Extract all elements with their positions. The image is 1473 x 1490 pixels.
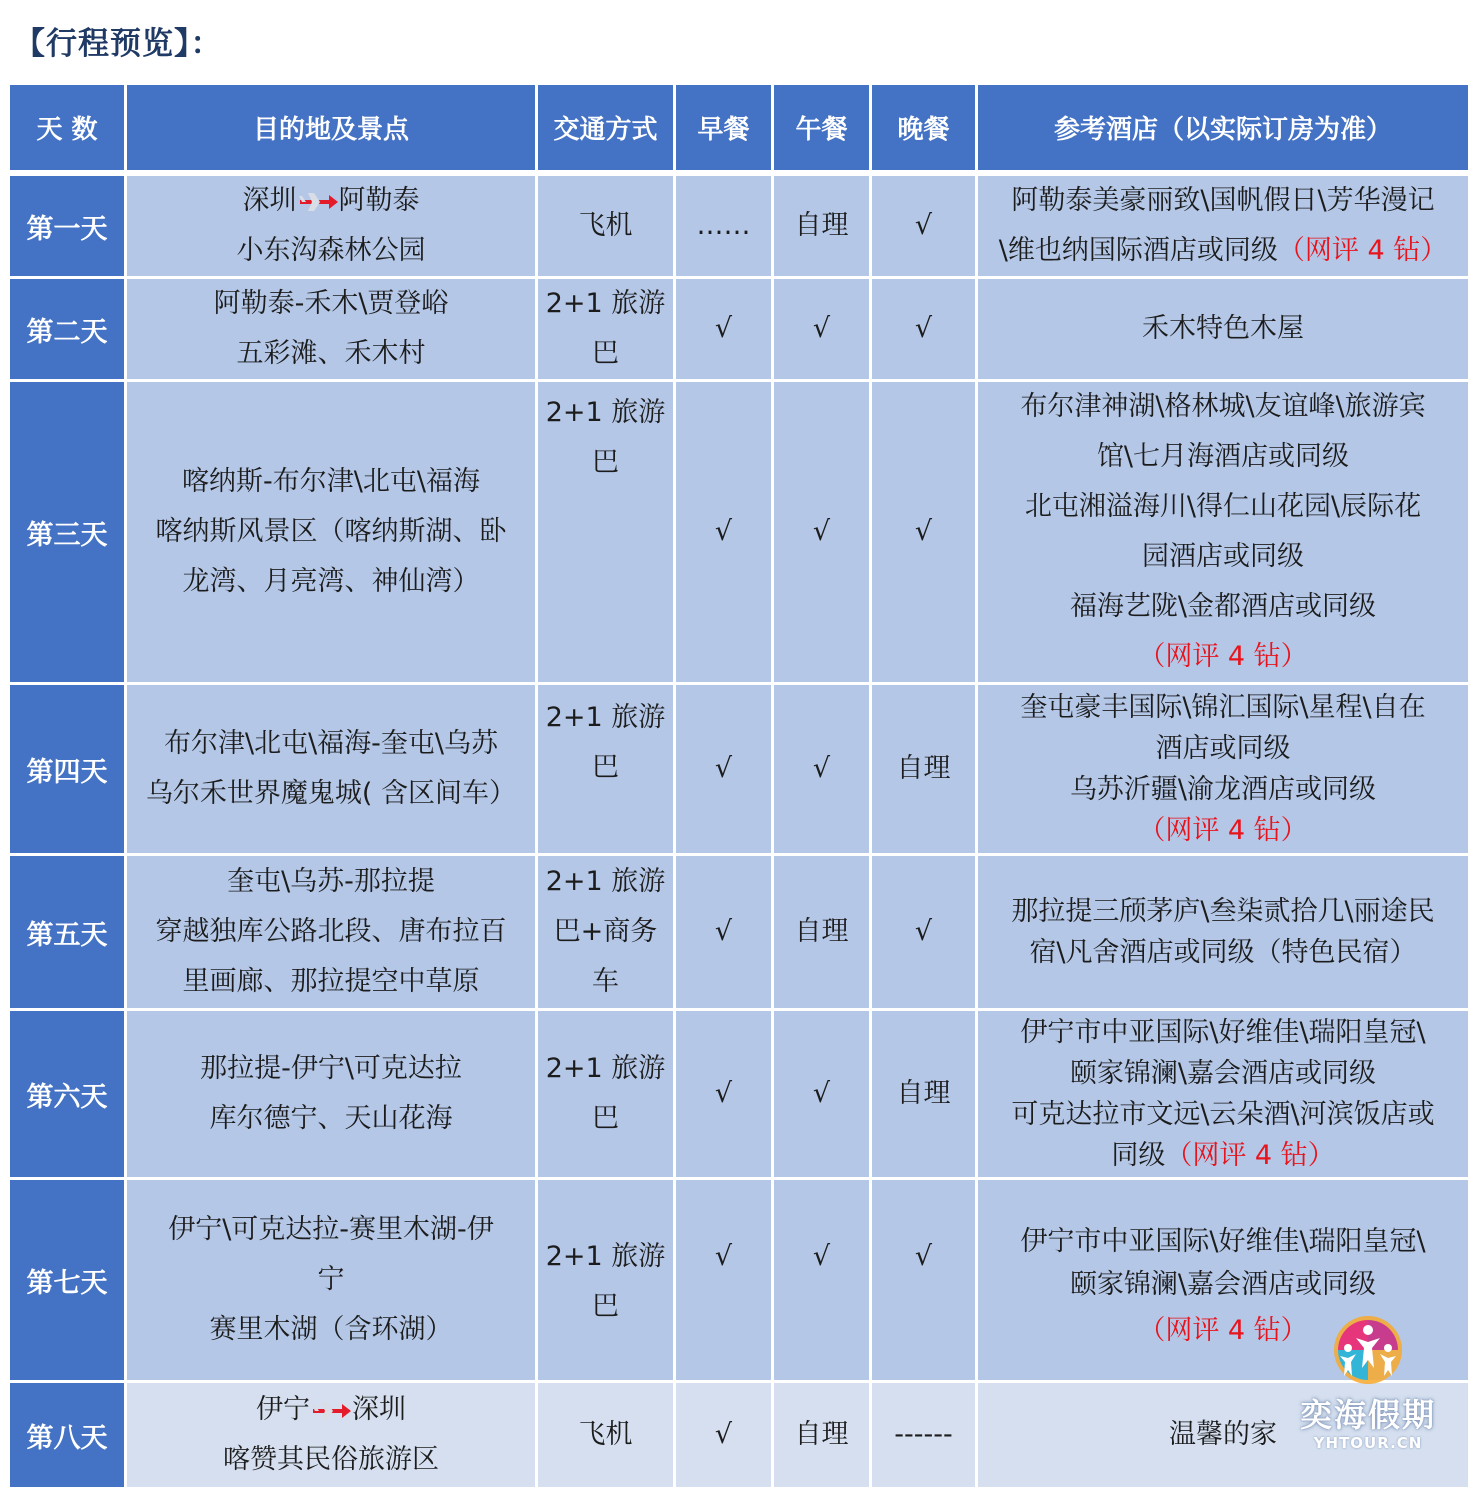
hotel-line: 那拉提三颀茅庐\叁柒贰拾几\丽途民 (1011, 896, 1435, 927)
breakfast-cell: √ (676, 279, 774, 382)
dinner-cell: ------ (872, 1383, 978, 1487)
hotel-line: 馆\七月海酒店或同级 (1096, 441, 1350, 472)
hotel-line: 可克达拉市文远\云朵酒\河滨饭店或 (1011, 1099, 1435, 1130)
rating-note: （网评 4 钻） (1165, 1140, 1335, 1171)
transport-cell: 2+1 旅游巴 (538, 279, 676, 382)
logo-figures-icon (1328, 1312, 1408, 1387)
table-row (10, 279, 1468, 382)
destination-line: 库尔德宁、天山花海 (209, 1103, 453, 1134)
destination-line: 布尔津\北屯\福海-奎屯\乌苏 (163, 728, 499, 759)
transport-cell: 2+1 旅游巴+商务车 (538, 856, 676, 1011)
breakfast-cell: √ (676, 382, 774, 685)
header-dinner: 晚餐 (872, 85, 978, 176)
day-label: 第八天 (10, 1383, 127, 1487)
hotel-line: 乌苏沂疆\渝龙酒店或同级 (1069, 774, 1377, 805)
day-label: 第一天 (10, 176, 127, 279)
destination-line: 喀纳斯风景区（喀纳斯湖、卧 (155, 516, 507, 547)
table-row (10, 1383, 1468, 1487)
hotel-line: 福海艺陇\金都酒店或同级 (1069, 591, 1377, 622)
lunch-cell: 自理 (774, 856, 872, 1011)
destination-line: 宁 (317, 1264, 345, 1295)
header-breakfast: 早餐 (676, 85, 774, 176)
destination-line: 奎屯\乌苏-那拉提 (227, 866, 435, 897)
rating-note: （网评 4 钻） (1138, 815, 1308, 846)
rating-note: （网评 4 钻） (1138, 1315, 1308, 1346)
lunch-cell: √ (774, 279, 872, 382)
lunch-cell: √ (774, 1011, 872, 1180)
origin-city: 伊宁 (256, 1394, 310, 1425)
transport-cell: 飞机 (538, 176, 676, 279)
dinner-cell: 自理 (872, 1011, 978, 1180)
hotel-line: 阿勒泰美豪丽致\国帆假日\芳华漫记 (1011, 185, 1435, 216)
dinner-cell: √ (872, 279, 978, 382)
transport-cell: 2+1 旅游巴 (538, 1011, 676, 1180)
destination-cell (127, 176, 538, 279)
hotel-line: 颐家锦澜\嘉会酒店或同级 (1069, 1269, 1377, 1300)
breakfast-cell: √ (676, 856, 774, 1011)
table-row (10, 176, 1468, 279)
destination-cell (127, 1180, 538, 1383)
lunch-cell: √ (774, 1180, 872, 1383)
breakfast-cell: …… (676, 176, 774, 279)
header-lunch: 午餐 (774, 85, 872, 176)
header-hotel: 参考酒店（以实际订房为准） (978, 85, 1468, 176)
hotel-cell (978, 176, 1468, 279)
hotel-line: 伊宁市中亚国际\好维佳\瑞阳皇冠\ (1020, 1017, 1426, 1048)
dinner-cell: √ (872, 856, 978, 1011)
itinerary-table (10, 85, 1468, 1487)
brand-logo (1288, 1312, 1448, 1462)
dinner-cell: 自理 (872, 685, 978, 856)
rating-note: （网评 4 钻） (1138, 641, 1308, 672)
dinner-cell: √ (872, 1180, 978, 1383)
destination-cell (127, 279, 538, 382)
destination-cell (127, 382, 538, 685)
hotel-cell (978, 685, 1468, 856)
hotel-cell: 温馨的家 (978, 1383, 1468, 1487)
header-row (10, 85, 1468, 176)
day-label: 第二天 (10, 279, 127, 382)
destination-line: 阿勒泰-禾木\贾登峪 (213, 288, 449, 319)
table-row (10, 1180, 1468, 1383)
breakfast-cell: √ (676, 1383, 774, 1487)
breakfast-cell: √ (676, 685, 774, 856)
dinner-cell: √ (872, 382, 978, 685)
table-row (10, 382, 1468, 685)
destination-line: 五彩滩、禾木村 (236, 338, 426, 369)
hotel-cell: 禾木特色木屋 (978, 279, 1468, 382)
header-days: 天 数 (10, 85, 127, 176)
day-label: 第六天 (10, 1011, 127, 1180)
transport-cell: 飞机 (538, 1383, 676, 1487)
destination-cell (127, 1383, 538, 1487)
hotel-cell (978, 382, 1468, 685)
destination-line: 乌尔禾世界魔鬼城( 含区间车） (145, 778, 517, 809)
day-label: 第七天 (10, 1180, 127, 1383)
destination-city: 深圳 (352, 1394, 406, 1425)
breakfast-cell: √ (676, 1180, 774, 1383)
destination-line: 赛里木湖（含环湖） (209, 1314, 453, 1345)
destination-cell (127, 1011, 538, 1180)
transport-label: 2+1 旅游巴 (545, 1241, 666, 1322)
destination-line: 喀赞其民俗旅游区 (223, 1444, 439, 1475)
header-destination: 目的地及景点 (127, 85, 538, 176)
hotel-line: 宿\凡舍酒店或同级（特色民宿） (1029, 937, 1417, 968)
origin-city: 深圳 (242, 185, 297, 216)
day-label: 第四天 (10, 685, 127, 856)
table-row (10, 1011, 1468, 1180)
transport-cell: 2+1 旅游巴 (538, 382, 676, 685)
hotel-line: 园酒店或同级 (1142, 541, 1304, 572)
day-label: 第五天 (10, 856, 127, 1011)
destination-city: 阿勒泰 (338, 185, 420, 216)
page-title: 【行程预览】： (14, 26, 223, 62)
hotel-line: 同级 (1111, 1140, 1166, 1171)
destination-cell (127, 856, 538, 1011)
lunch-cell: √ (774, 382, 872, 685)
day-label: 第三天 (10, 382, 127, 685)
transport-cell: 2+1 旅游巴 (538, 685, 676, 856)
hotel-line: 布尔津神湖\格林城\友谊峰\旅游宾 (1020, 391, 1426, 422)
rating-note: （网评 4 钻） (1277, 235, 1448, 266)
header-transport: 交通方式 (538, 85, 676, 176)
destination-line: 那拉提-伊宁\可克达拉 (200, 1053, 462, 1084)
destination-line: 喀纳斯-布尔津\北屯\福海 (182, 466, 480, 497)
dinner-cell: √ (872, 176, 978, 279)
destination-line: 龙湾、月亮湾、神仙湾） (182, 566, 480, 597)
table-row (10, 856, 1468, 1011)
logo-name: 奕海假期 (1299, 1396, 1436, 1434)
hotel-line: 北屯湘溢海川\得仁山花园\辰际花 (1024, 491, 1422, 522)
destination-line: 伊宁\可克达拉-赛里木湖-伊 (168, 1214, 494, 1245)
hotel-line: \维也纳国际酒店或同级 (998, 235, 1278, 266)
table-row (10, 685, 1468, 856)
flight-arrow-icon (311, 1401, 351, 1421)
destination-line: 小东沟森林公园 (236, 235, 426, 266)
hotel-line: 伊宁市中亚国际\好维佳\瑞阳皇冠\ (1020, 1226, 1426, 1257)
logo-url: YHTOUR.CN (1313, 1434, 1423, 1452)
hotel-line: 酒店或同级 (1155, 733, 1291, 764)
hotel-line: 颐家锦澜\嘉会酒店或同级 (1069, 1058, 1377, 1089)
lunch-cell: 自理 (774, 176, 872, 279)
destination-cell (127, 685, 538, 856)
lunch-cell: √ (774, 685, 872, 856)
breakfast-cell: √ (676, 1011, 774, 1180)
hotel-line: 奎屯豪丰国际\锦汇国际\星程\自在 (1020, 692, 1426, 723)
lunch-cell: 自理 (774, 1383, 872, 1487)
destination-line: 穿越独库公路北段、唐布拉百 (155, 916, 507, 947)
destination-line: 里画廊、那拉提空中草原 (182, 966, 480, 997)
flight-arrow-icon (298, 192, 338, 212)
transport-cell (538, 1180, 676, 1383)
hotel-cell (978, 1011, 1468, 1180)
hotel-cell (978, 856, 1468, 1011)
